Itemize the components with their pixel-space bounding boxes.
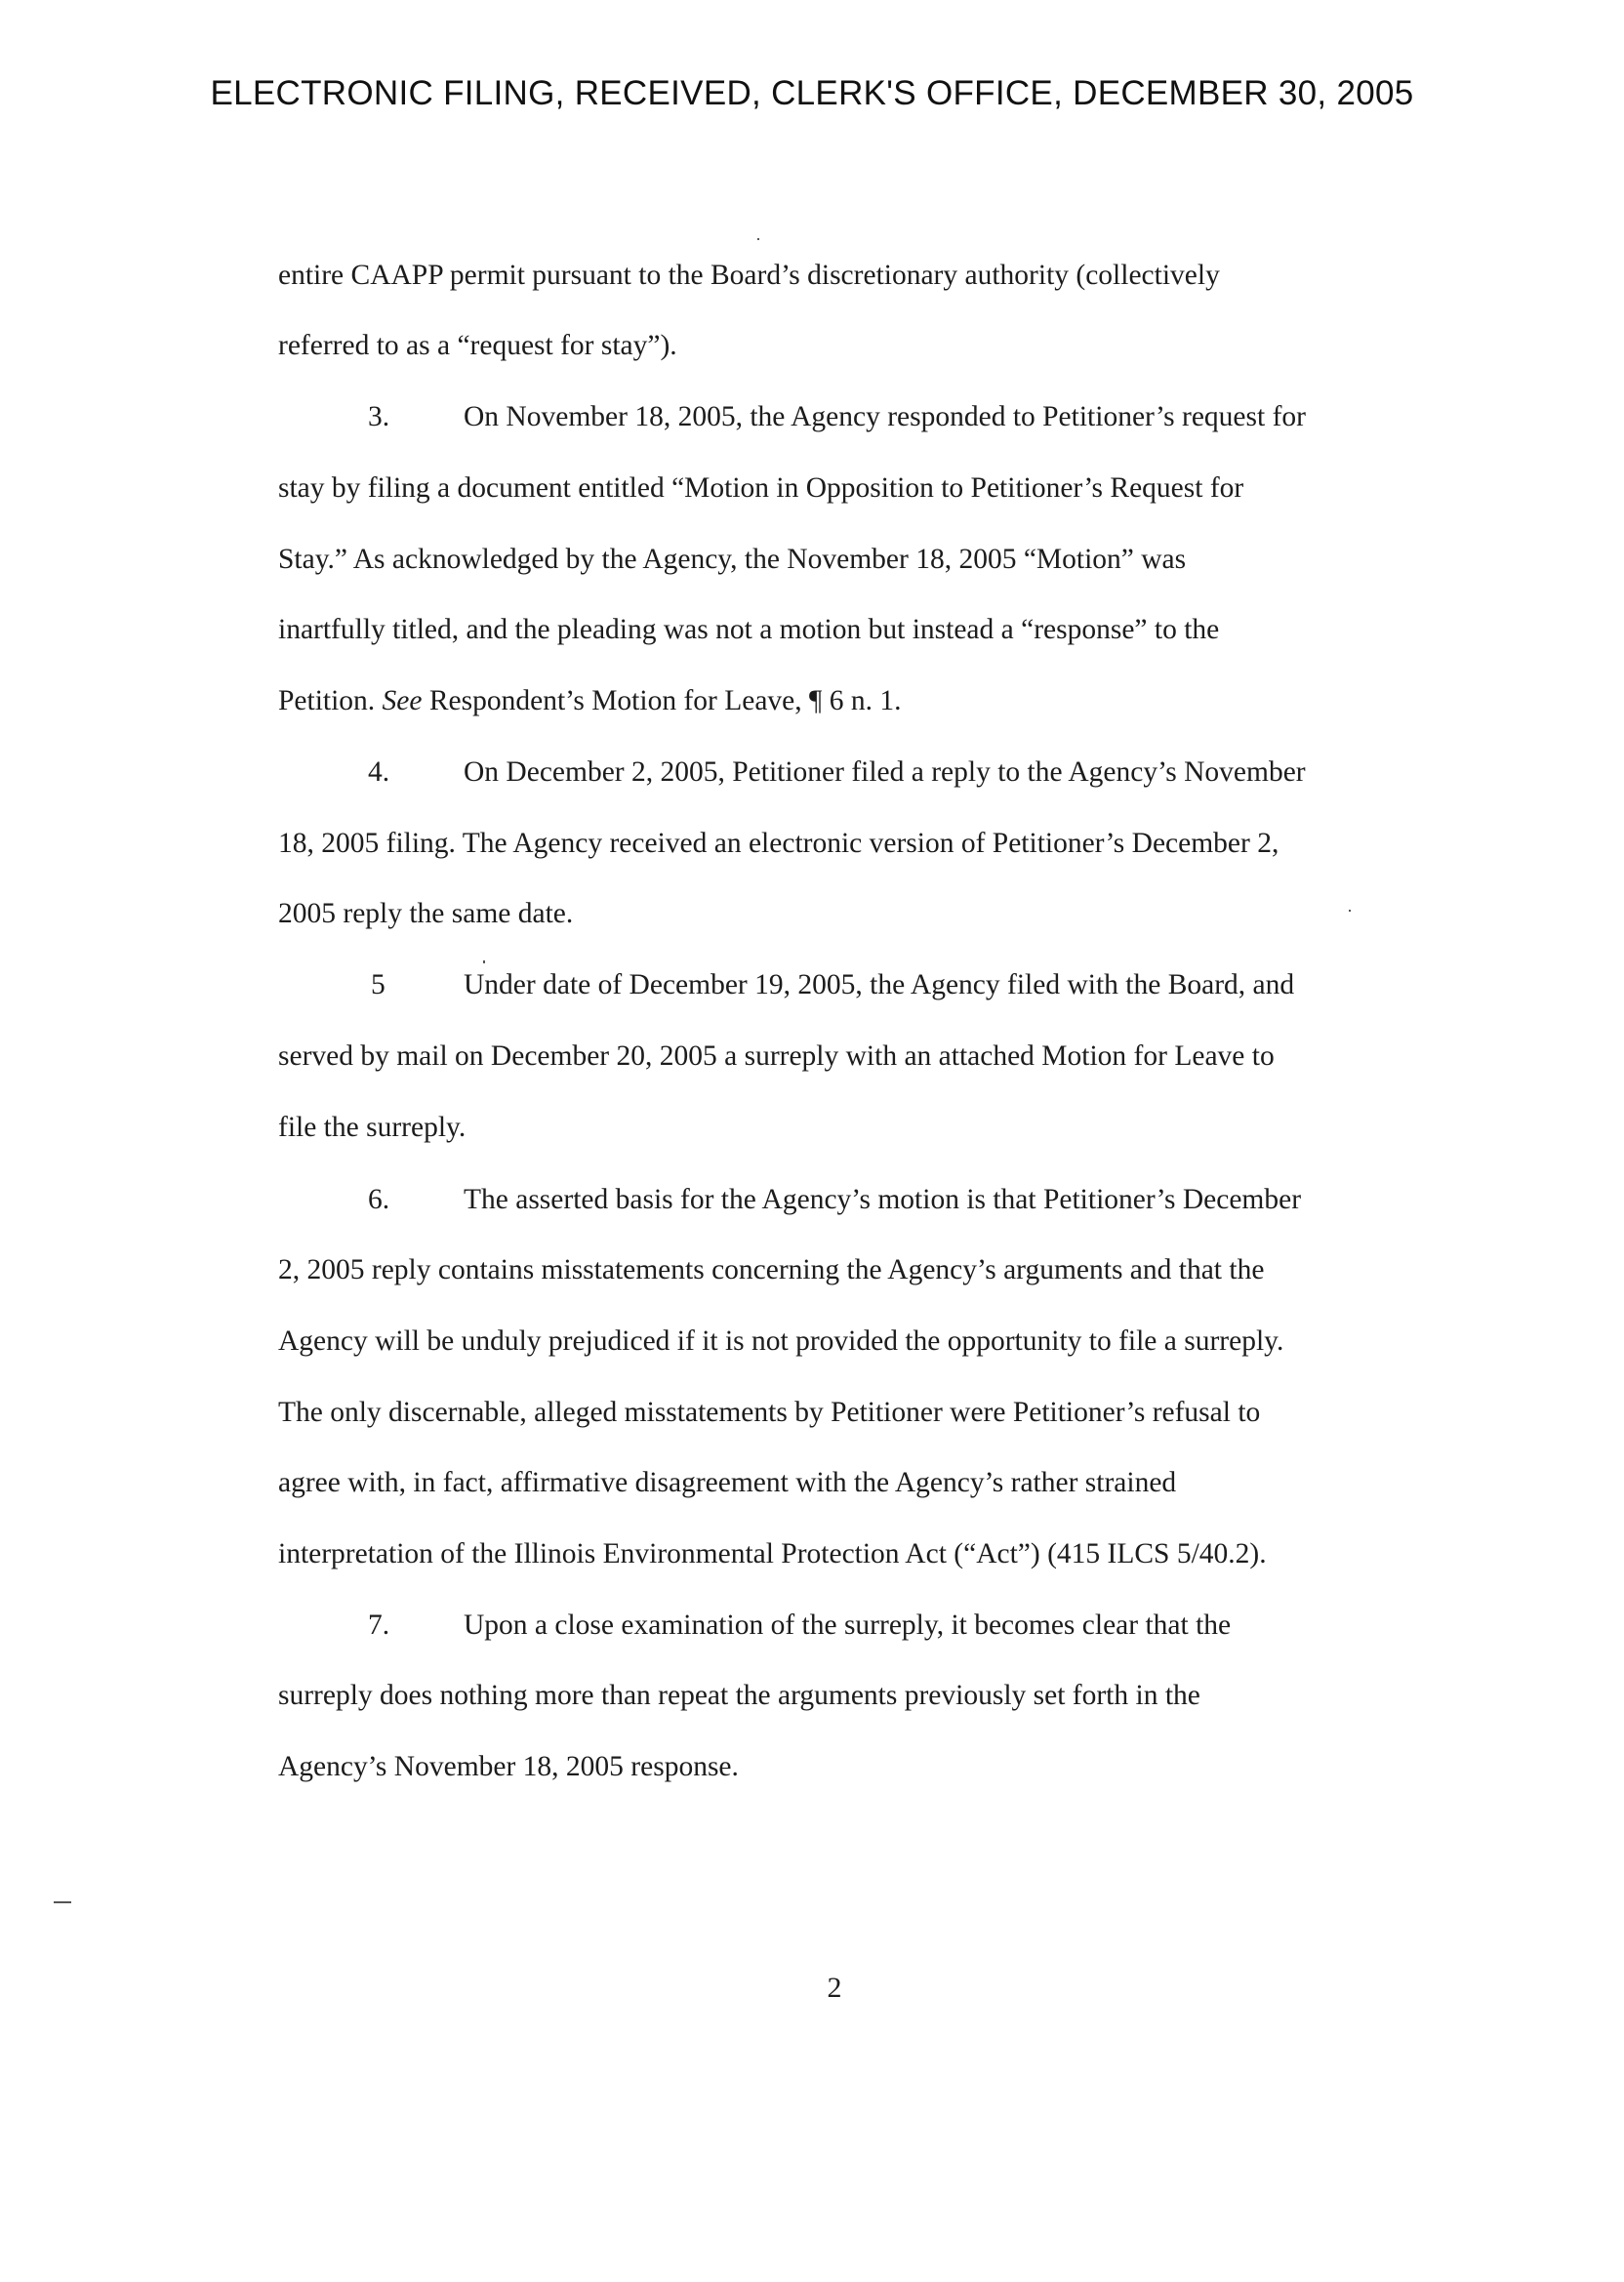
citation-signal: See	[382, 685, 423, 716]
paragraph-line: 2005 reply the same date.	[278, 898, 574, 929]
paragraph-line: Stay.” As acknowledged by the Agency, the November 18, 2005 “Motion” was	[278, 544, 1187, 575]
paragraph-line: Agency’s November 18, 2005 response.	[278, 1751, 739, 1782]
scan-mark	[54, 1901, 71, 1903]
scan-speck	[483, 960, 485, 963]
paragraph-line	[278, 685, 902, 717]
paragraph-line-text: Petition.	[278, 685, 383, 716]
paragraph-line: Agency will be unduly prejudiced if it is not provided the opportunity to file a surreply.	[278, 1325, 1284, 1357]
paragraph-first-line: On December 2, 2005, Petitioner filed a reply to the Agency’s November	[464, 756, 1306, 788]
paragraph-first-line: On November 18, 2005, the Agency responded to Petitioner’s request for	[464, 401, 1306, 432]
paragraph-line-text: Respondent’s Motion for Leave, ¶ 6 n. 1.	[422, 685, 902, 716]
paragraph-number: 5	[371, 969, 386, 1000]
paragraph-number: 4.	[368, 756, 390, 788]
paragraph-number: 7.	[368, 1610, 390, 1641]
paragraph-first-line: Under date of December 19, 2005, the Agency filed with the Board, and	[464, 969, 1295, 1000]
scan-speck	[1349, 910, 1351, 912]
paragraph-line: The only discernable, alleged misstatements by Petitioner were Petitioner’s refusal to	[278, 1397, 1261, 1428]
continuation-line: entire CAAPP permit pursuant to the Board’s discretionary authority (collectively	[278, 260, 1220, 291]
paragraph-line: stay by filing a document entitled “Motion in Opposition to Petitioner’s Request for	[278, 472, 1244, 504]
paragraph-first-line: The asserted basis for the Agency’s motion is that Petitioner’s December	[464, 1184, 1302, 1215]
paragraph-line: served by mail on December 20, 2005 a surreply with an attached Motion for Leave to	[278, 1040, 1275, 1072]
paragraph-line: file the surreply.	[278, 1112, 467, 1143]
scan-speck	[757, 238, 759, 240]
paragraph-line: 18, 2005 filing. The Agency received an electronic version of Petitioner’s December 2,	[278, 828, 1279, 859]
paragraph-number: 6.	[368, 1184, 390, 1215]
continuation-line: referred to as a “request for stay”).	[278, 330, 677, 361]
paragraph-number: 3.	[368, 401, 390, 432]
paragraph-line: interpretation of the Illinois Environmental Protection Act (“Act”) (415 ILCS 5/40.2).	[278, 1538, 1267, 1569]
paragraph-line: 2, 2005 reply contains misstatements concerning the Agency’s arguments and that the	[278, 1254, 1265, 1285]
paragraph-line: agree with, in fact, affirmative disagreement with the Agency’s rather strained	[278, 1467, 1177, 1498]
paragraph-line: inartfully titled, and the pleading was not a motion but instead a “response” to the	[278, 614, 1220, 645]
paragraph-first-line: Upon a close examination of the surreply, it becomes clear that the	[464, 1610, 1232, 1641]
electronic-filing-stamp: ELECTRONIC FILING, RECEIVED, CLERK'S OFFICE, DECEMBER 30, 2005	[210, 74, 1414, 112]
page-number: 2	[827, 1972, 842, 2004]
paragraph-line: surreply does nothing more than repeat the arguments previously set forth in the	[278, 1680, 1200, 1711]
